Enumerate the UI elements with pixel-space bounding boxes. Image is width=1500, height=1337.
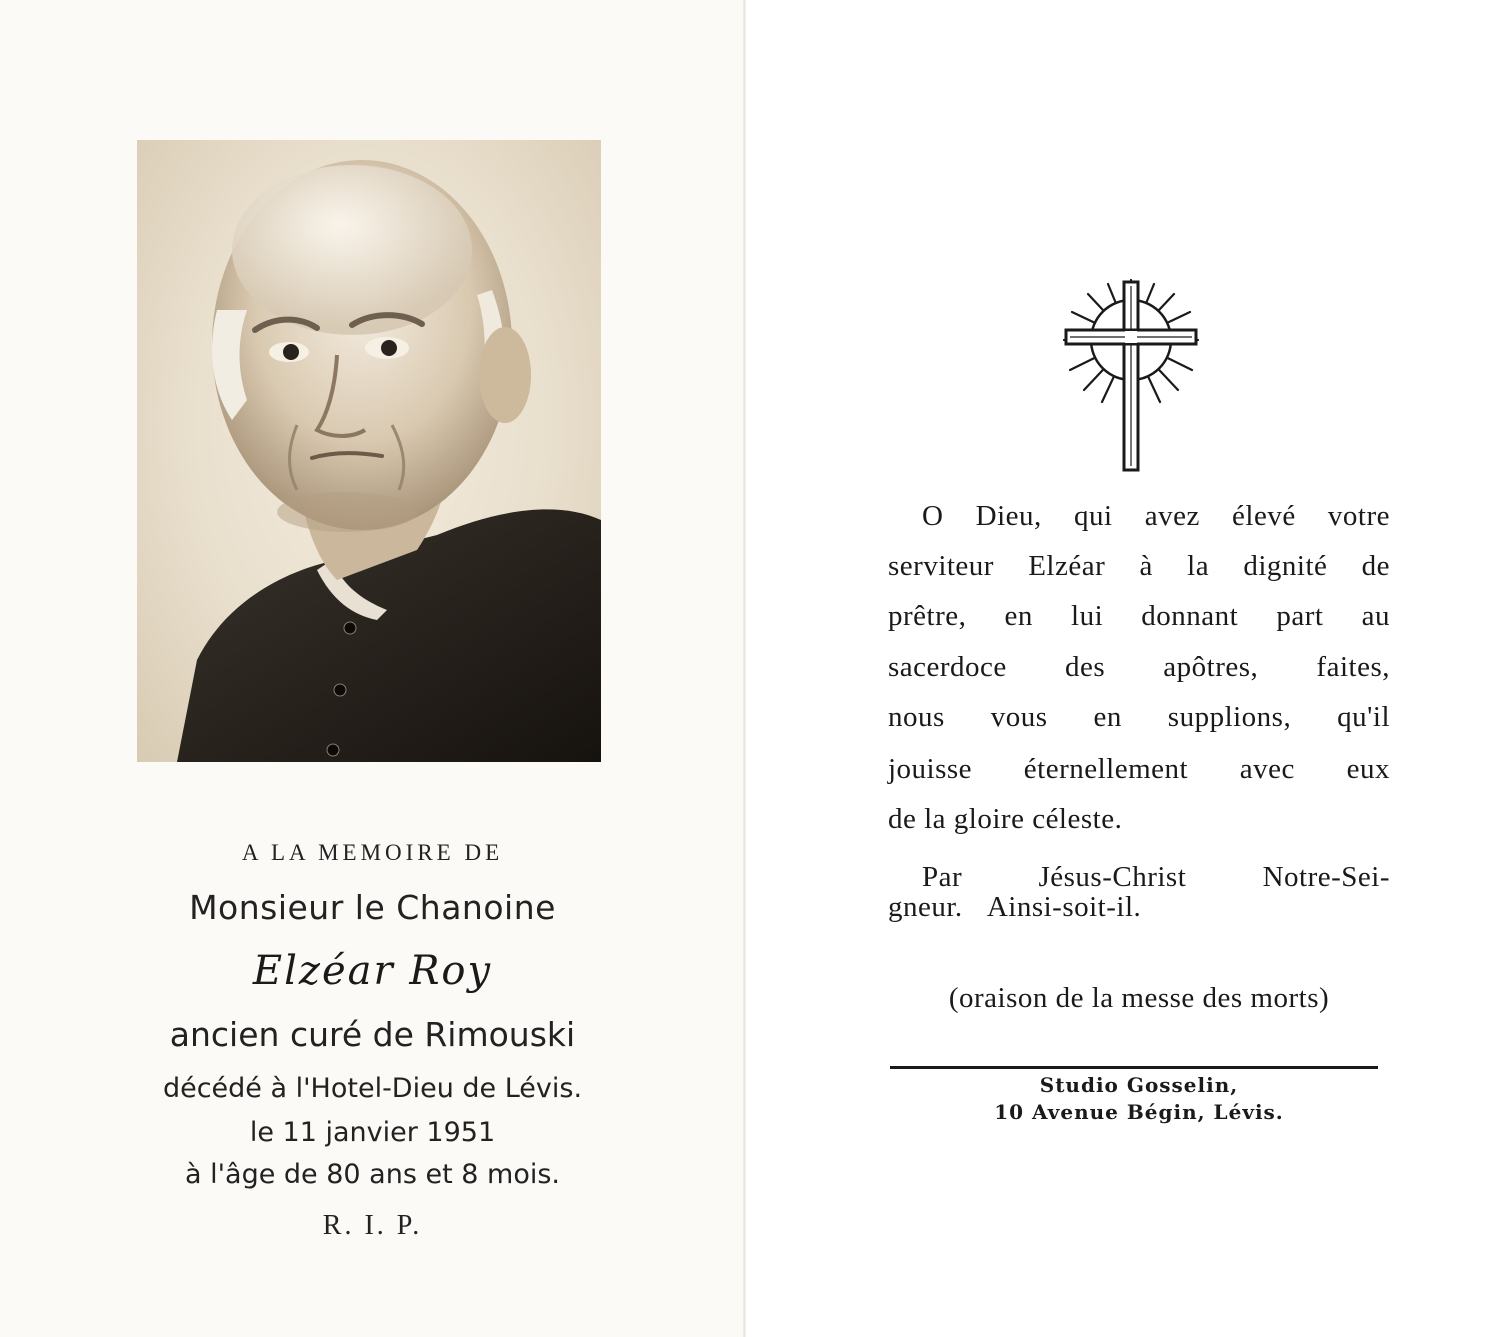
prayer-line: de la gloire céleste. bbox=[888, 803, 1123, 835]
studio-name: Studio Gosselin, bbox=[1039, 1073, 1239, 1097]
portrait-photo bbox=[137, 140, 601, 762]
conclusion-line-1: Par Jésus-Christ Notre-Sei- bbox=[922, 861, 1390, 893]
prayer-line: O Dieu, qui avez élevé votre bbox=[922, 500, 1390, 532]
prayer-line: nous vous en supplions, qu'il bbox=[888, 701, 1390, 733]
date-of-death: le 11 janvier 1951 bbox=[249, 1117, 496, 1148]
studio-credit bbox=[888, 1072, 1390, 1126]
deceased-name: Elzéar Roy bbox=[252, 948, 493, 994]
studio-address: 10 Avenue Bégin, Lévis. bbox=[994, 1100, 1284, 1124]
prayer-line: serviteur Elzéar à la dignité de bbox=[888, 550, 1390, 582]
memorial-heading: A LA MEMOIRE DE bbox=[241, 840, 504, 865]
title-line: Monsieur le Chanoine bbox=[189, 888, 556, 927]
prayer-line: sacerdoce des apôtres, faites, bbox=[888, 651, 1390, 683]
divider-rule bbox=[890, 1066, 1378, 1069]
radiant-cross-icon bbox=[1058, 278, 1204, 474]
prayer-line: prêtre, en lui donnant part au bbox=[888, 600, 1390, 632]
rip-text: R. I. P. bbox=[322, 1210, 423, 1241]
prayer-line: jouisse éternellement avec eux bbox=[888, 753, 1390, 785]
prayer-conclusion bbox=[888, 862, 1390, 922]
conclusion-line-2: gneur. Ainsi-soit-il. bbox=[888, 891, 1142, 923]
age-at-death: à l'âge de 80 ans et 8 mois. bbox=[184, 1159, 561, 1190]
place-of-death: décédé à l'Hotel-Dieu de Lévis. bbox=[162, 1073, 583, 1104]
prayer-source: (oraison de la messe des morts) bbox=[948, 982, 1330, 1014]
role-line: ancien curé de Rimouski bbox=[169, 1015, 576, 1054]
